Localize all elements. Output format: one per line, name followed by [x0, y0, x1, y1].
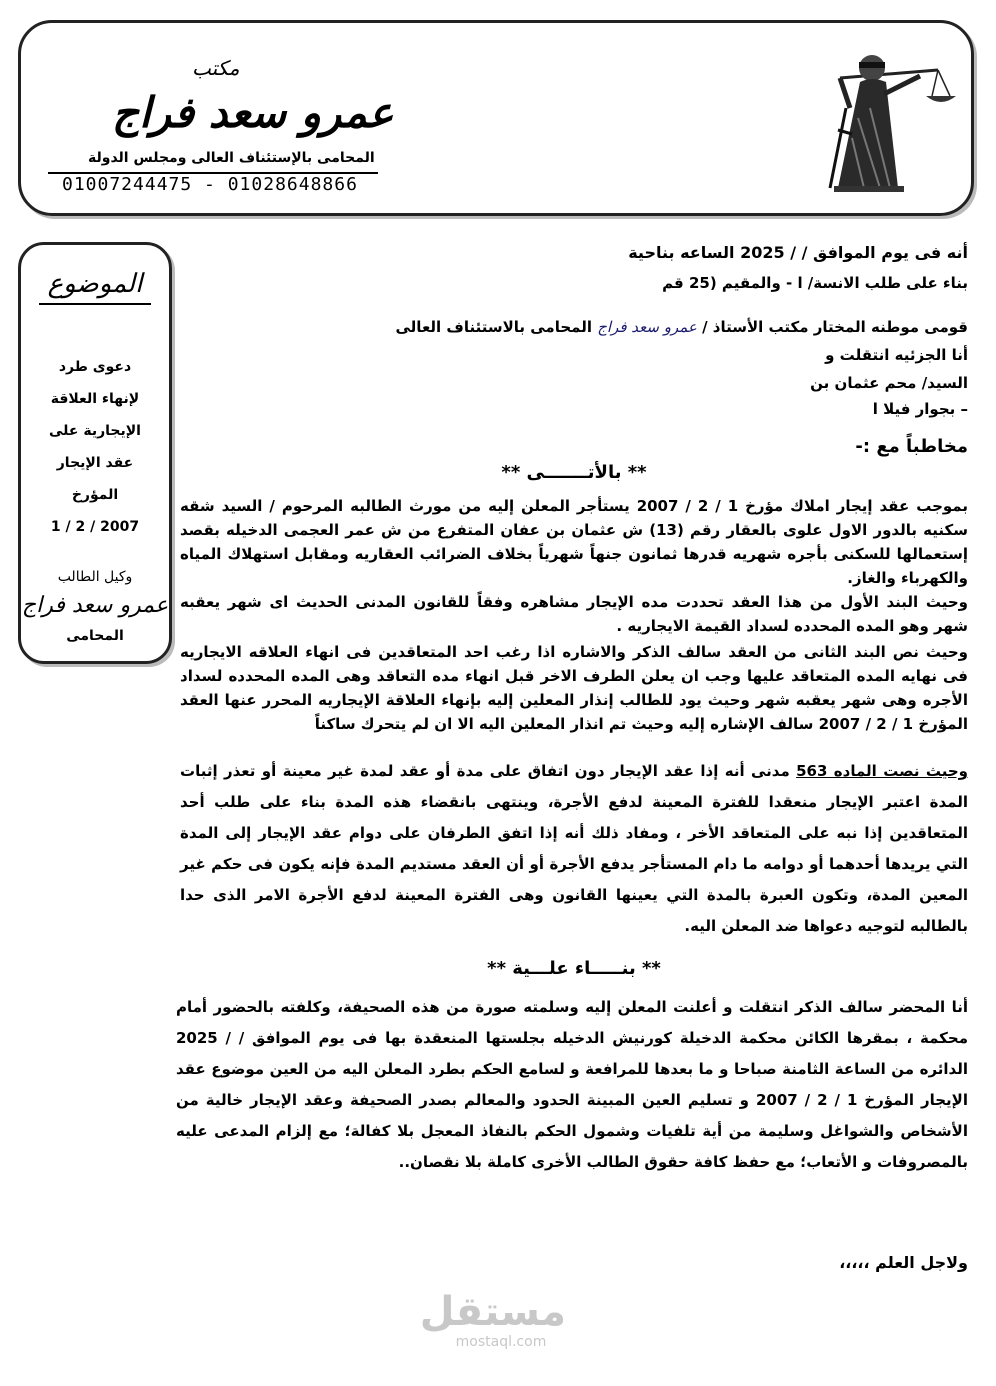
redaction — [474, 346, 764, 364]
lawyer-label: المحامى — [66, 628, 124, 644]
lawyer-name-logo: عمرو سعد فراج — [112, 88, 394, 137]
addressed-with-line: مخاطباً مع :- — [855, 436, 968, 457]
clause-one-paragraph: وحيث البند الأول من هذا العقد تحددت مده الإيجار مشاهره وفقاً للقانون المدنى الحديث اى شهر يعقبه شهر وهو المده المحدده لسداد القيمة الايجاريه . — [180, 593, 968, 635]
heading-therefore: ** بنـــــاء علـــية ** — [487, 958, 661, 979]
bailiff-line: أنا الجزئيه انتقلت و — [825, 346, 968, 364]
clause-two-paragraph: وحيث نص البند الثانى من العقد سالف الذكر والاشاره اذا رغب احد المتعاقدين فى انهاء العلاقه الايجاريه فى نهايه المده المتعاقد عليها وجب ان يعلن الطرف الاخر قبل انهاء مده التعاقد وهى المده المحدده لسداد الأجره وهى شهر يعقبه شهر وحيث يود للطالب إنذار المعلين إليه بإنهاء العلاقة الإيجاريه المحرر عنها العقد المؤرخ 1 / 2 / 2007 سالف الإشاره إليه وحيث تم انذار المعلين اليه الا ان لم يتحرك ساكناً — [180, 643, 968, 733]
subject-line: دعوى طرد — [58, 359, 132, 375]
notice-date-line: أنه فى يوم الموافق / / 2025 الساعه بناحية — [628, 243, 968, 262]
subject-sidebar — [18, 242, 172, 664]
lawyer-signature: عمرو سعد فراج — [21, 593, 169, 618]
domicile-suffix: المحامى بالاستئناف العالى — [395, 318, 592, 336]
article-text: مدنى أنه إذا عقد الإيجار دون اتفاق على مدة أو عقد لمدة غير معينة أو تعذر إثبات المدة اعتبر الإيجار منعقدا للفترة المعينة لدفع الأجرة، وينتهى بانقضاء هذه المدة بناء على طلب أحد المتعاقدين إذا نبه على المتعاقد الأخر ، ومفاد ذلك أنه إذا اتفق الطرفان على دوام عقد الإيجار إلى المدة التي يريدها أحدهما أو دوامه ما دام المستأجر يدفع الأجرة أو أن العقد مستديم المدة فإنه يكون فى حكم غير المعين المدة، وتكون العبرة بالمدة التي يعينها القانون وهى الفترة المعينة لدفع الأجرة الامر الذى حدا بالطالبه لتوجيه دعواها ضد المعلن اليه. — [180, 762, 968, 935]
lady-justice-icon — [810, 38, 960, 198]
summons-paragraph: أنا المحضر سالف الذكر انتقلت و أعلنت المعلن إليه وسلمته صورة من هذه الصحيفة، وكلفته بالحضور أمام محكمة ، بمقرها الكائن محكمة الدخيلة كورنيش الدخيله بجلستها المنعقدة بها فى يوم الموافق / / 2025 الدائره من الساعة الثامنة صباحا و ما بعدها للمرافعة و لسامع الحكم بطرد المعلن اليه من العين موضوع عقد الإيجار المؤرخ 1 / 2 / 2007 و تسليم العين المبينة الحدود والمعالم بصدر الصحيفة وعقد الإيجار خالية من الأشخاص والشواغل وسليمة من أية تلفيات وشمول الحكم بالنفاذ المعجل بلا كفالة؛ مع إلزام المدعى عليه بالمصروفات و الأتعاب؛ مع حفظ كافة حقوق الطالب الأخرى كاملة بلا نقصان.. — [176, 998, 968, 1171]
closing-line: ولاجل العلم ،،،،، — [839, 1253, 968, 1272]
defendant-line: السيد/ محم عثمان بن — [810, 374, 968, 392]
redaction — [262, 274, 462, 292]
lawyer-title: المحامى بالإستئناف العالى ومجلس الدولة — [88, 150, 375, 166]
subject-text — [21, 351, 169, 543]
subject-line: المؤرخ — [71, 487, 119, 503]
subject-title: الموضوع — [39, 269, 151, 305]
heading-following: ** بالأتـــــــى ** — [501, 462, 647, 483]
redaction — [520, 274, 640, 292]
domicile-prefix: قومى موطنه المختار مكتب الأستاذ / — [702, 318, 968, 336]
address-line: – بجوار فيلا ا — [872, 400, 968, 418]
subject-line: عقد الإيجار — [56, 455, 134, 471]
domicile-line — [396, 316, 969, 338]
subject-line: لإنهاء العلاقة — [50, 391, 140, 407]
redaction — [190, 400, 730, 420]
redaction — [210, 374, 720, 394]
mostaql-watermark — [419, 1289, 566, 1350]
watermark-url: mostaql.com — [455, 1334, 547, 1350]
article-reference: وحيث نصت الماده 563 — [796, 762, 968, 780]
watermark-logo: مستقل — [419, 1289, 566, 1335]
subject-line: 2007 / 2 / 1 — [50, 519, 140, 535]
subject-line: الإيجارية على — [49, 423, 141, 439]
requester-line: بناء على طلب الانسة/ ا - والمقيم (25 قم — [662, 274, 968, 292]
lawyer-name-inline: عمرو سعد فراج — [597, 318, 697, 336]
article-563-paragraph — [180, 756, 968, 942]
office-label: مكتب — [192, 56, 240, 80]
contract-paragraph: بموجب عقد إيجار املاك مؤرخ 1 / 2 / 2007 يستأجر المعلن إليه من مورث الطالبه المرحوم / السيد شقه سكنيه بالدور الاول علوى بالعقار رقم (13) ش عثمان بن عفان المتفرع من ش عمر العجمى الدخيله بقصد إستعمالها للسكنى بأجره شهريه قدرها ثمانون جنهاً شهرياً بخلاف الضرائب العقاريه ومقابل استهلاك المياه والكهرباء والغاز. — [180, 497, 968, 587]
agent-label: وكيل الطالب — [57, 569, 133, 585]
phone-numbers: 01007244475 - 01028648866 — [62, 174, 358, 195]
